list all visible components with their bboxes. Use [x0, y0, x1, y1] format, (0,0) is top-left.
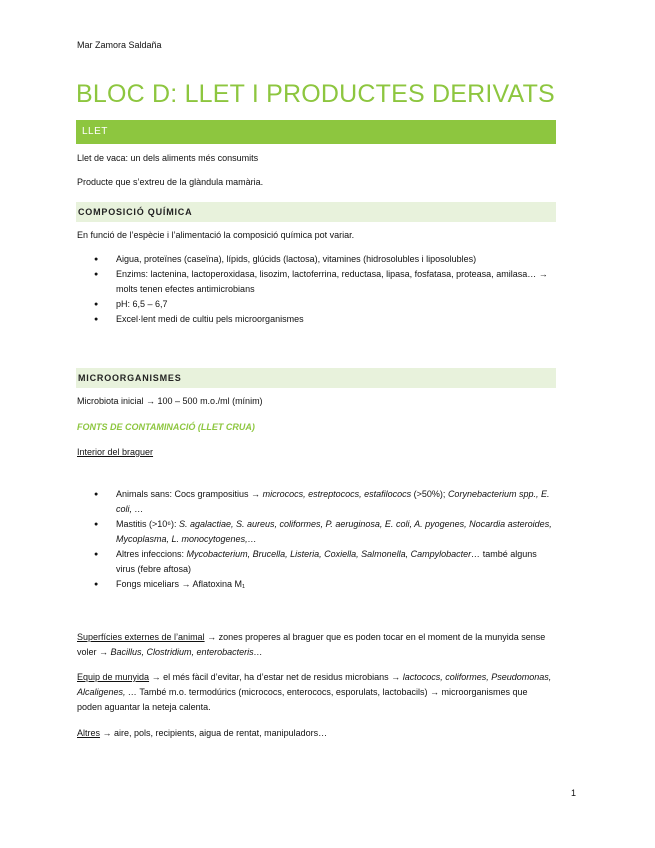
superficies-paragraph	[77, 630, 555, 660]
interior-braguer-list	[116, 487, 556, 592]
equip-text-1: → el més fàcil d’evitar, ha d’estar net de residus microbians →	[151, 672, 401, 682]
item-italic: micrococs, estreptococs, estafilococs	[262, 489, 412, 499]
document-title: BLOC D: LLET I PRODUCTES DERIVATS	[76, 80, 555, 108]
list-item	[116, 487, 556, 517]
item-text: també alguns virus (febre aftosa)	[116, 549, 537, 574]
list-item: ● Enzims: lactenina, lactoperoxidasa, lisozim, lactoferrina, reductasa, lipasa, fosfatasa, proteasa, amilasa… → molts tenen efectes antimicrobians	[116, 267, 556, 297]
page-number: 1	[571, 788, 577, 798]
superficies-label: Superfícies externes de l’animal	[77, 632, 205, 642]
item-italic: Mycobacterium, Brucella, Listeria, Coxiella, Salmonella, Campylobacter…	[186, 549, 481, 559]
altres-label: Altres	[77, 728, 101, 738]
fonts-contaminacio-heading: FONTS DE CONTAMINACIÓ (LLET CRUA)	[77, 422, 255, 432]
item-label: Altres infeccions:	[116, 549, 185, 559]
item-label: Fongs miceliars → Aflatoxina M₁	[116, 579, 246, 589]
llet-line-1: Llet de vaca: un dels aliments més consumits	[77, 153, 259, 163]
equip-text-2: També m.o. termodúrics (micrococs, enterococs, esporulats, lactobacils) → microorganismes que poden aguantar la neteja calenta.	[77, 687, 528, 712]
llet-line-2: Producte que s’extreu de la glàndula mamària.	[77, 177, 264, 187]
subsection-heading-composicio	[76, 202, 556, 222]
list-item	[116, 577, 556, 592]
item-label: Animals sans: Cocs grampositius →	[116, 489, 261, 499]
superficies-italic: Bacillus, Clostridium, enterobacteris…	[110, 647, 263, 657]
item-italic: Corynebacterium spp., E. coli, …	[116, 489, 550, 514]
altres-text: → aire, pols, recipients, aigua de rentat, manipuladors…	[102, 728, 328, 738]
list-item	[116, 517, 556, 547]
microbiota-line: Microbiota inicial → 100 – 500 m.o./ml (mínim)	[77, 396, 263, 406]
subsection-heading-microorganismes-text: MICROORGANISMES	[78, 373, 182, 383]
subsection-heading-composicio-text: COMPOSICIÓ QUÍMICA	[78, 207, 193, 217]
list-item: ● pH: 6,5 – 6,7	[116, 297, 556, 312]
composicio-list	[116, 252, 556, 327]
interior-braguer-heading: Interior del braguer	[77, 447, 154, 457]
superficies-text: → zones properes al braguer que es poden tocar en el moment de la munyida sense voler →	[77, 632, 546, 657]
subsection-heading-microorganismes	[76, 368, 556, 388]
composicio-intro: En funció de l’espècie i l’alimentació la composició química pot variar.	[77, 230, 355, 240]
equip-label: Equip de munyida	[77, 672, 150, 682]
equip-munyida-paragraph	[77, 670, 555, 715]
list-item	[116, 547, 556, 577]
section-heading-llet-text: LLET	[82, 126, 108, 137]
item-text: (>50%);	[413, 489, 446, 499]
item-label: Mastitis (>10⁶):	[116, 519, 177, 529]
section-heading-llet	[76, 120, 556, 144]
list-item: ● Aigua, proteïnes (caseïna), lípids, glúcids (lactosa), vitamines (hidrosolubles i liposolubles)	[116, 252, 556, 267]
author-name: Mar Zamora Saldaña	[77, 40, 162, 50]
list-item: ● Excel·lent medi de cultiu pels microorganismes	[116, 312, 556, 327]
item-italic: S. agalactiae, S. aureus, coliformes, P. aeruginosa, E. coli, A. pyogenes, Nocardia asteroides, Mycoplasma, L. monocytogenes,…	[116, 519, 552, 544]
equip-italic: lactococs, coliformes, Pseudomonas, Alcaligenes, …	[77, 672, 552, 697]
altres-paragraph	[77, 726, 555, 741]
